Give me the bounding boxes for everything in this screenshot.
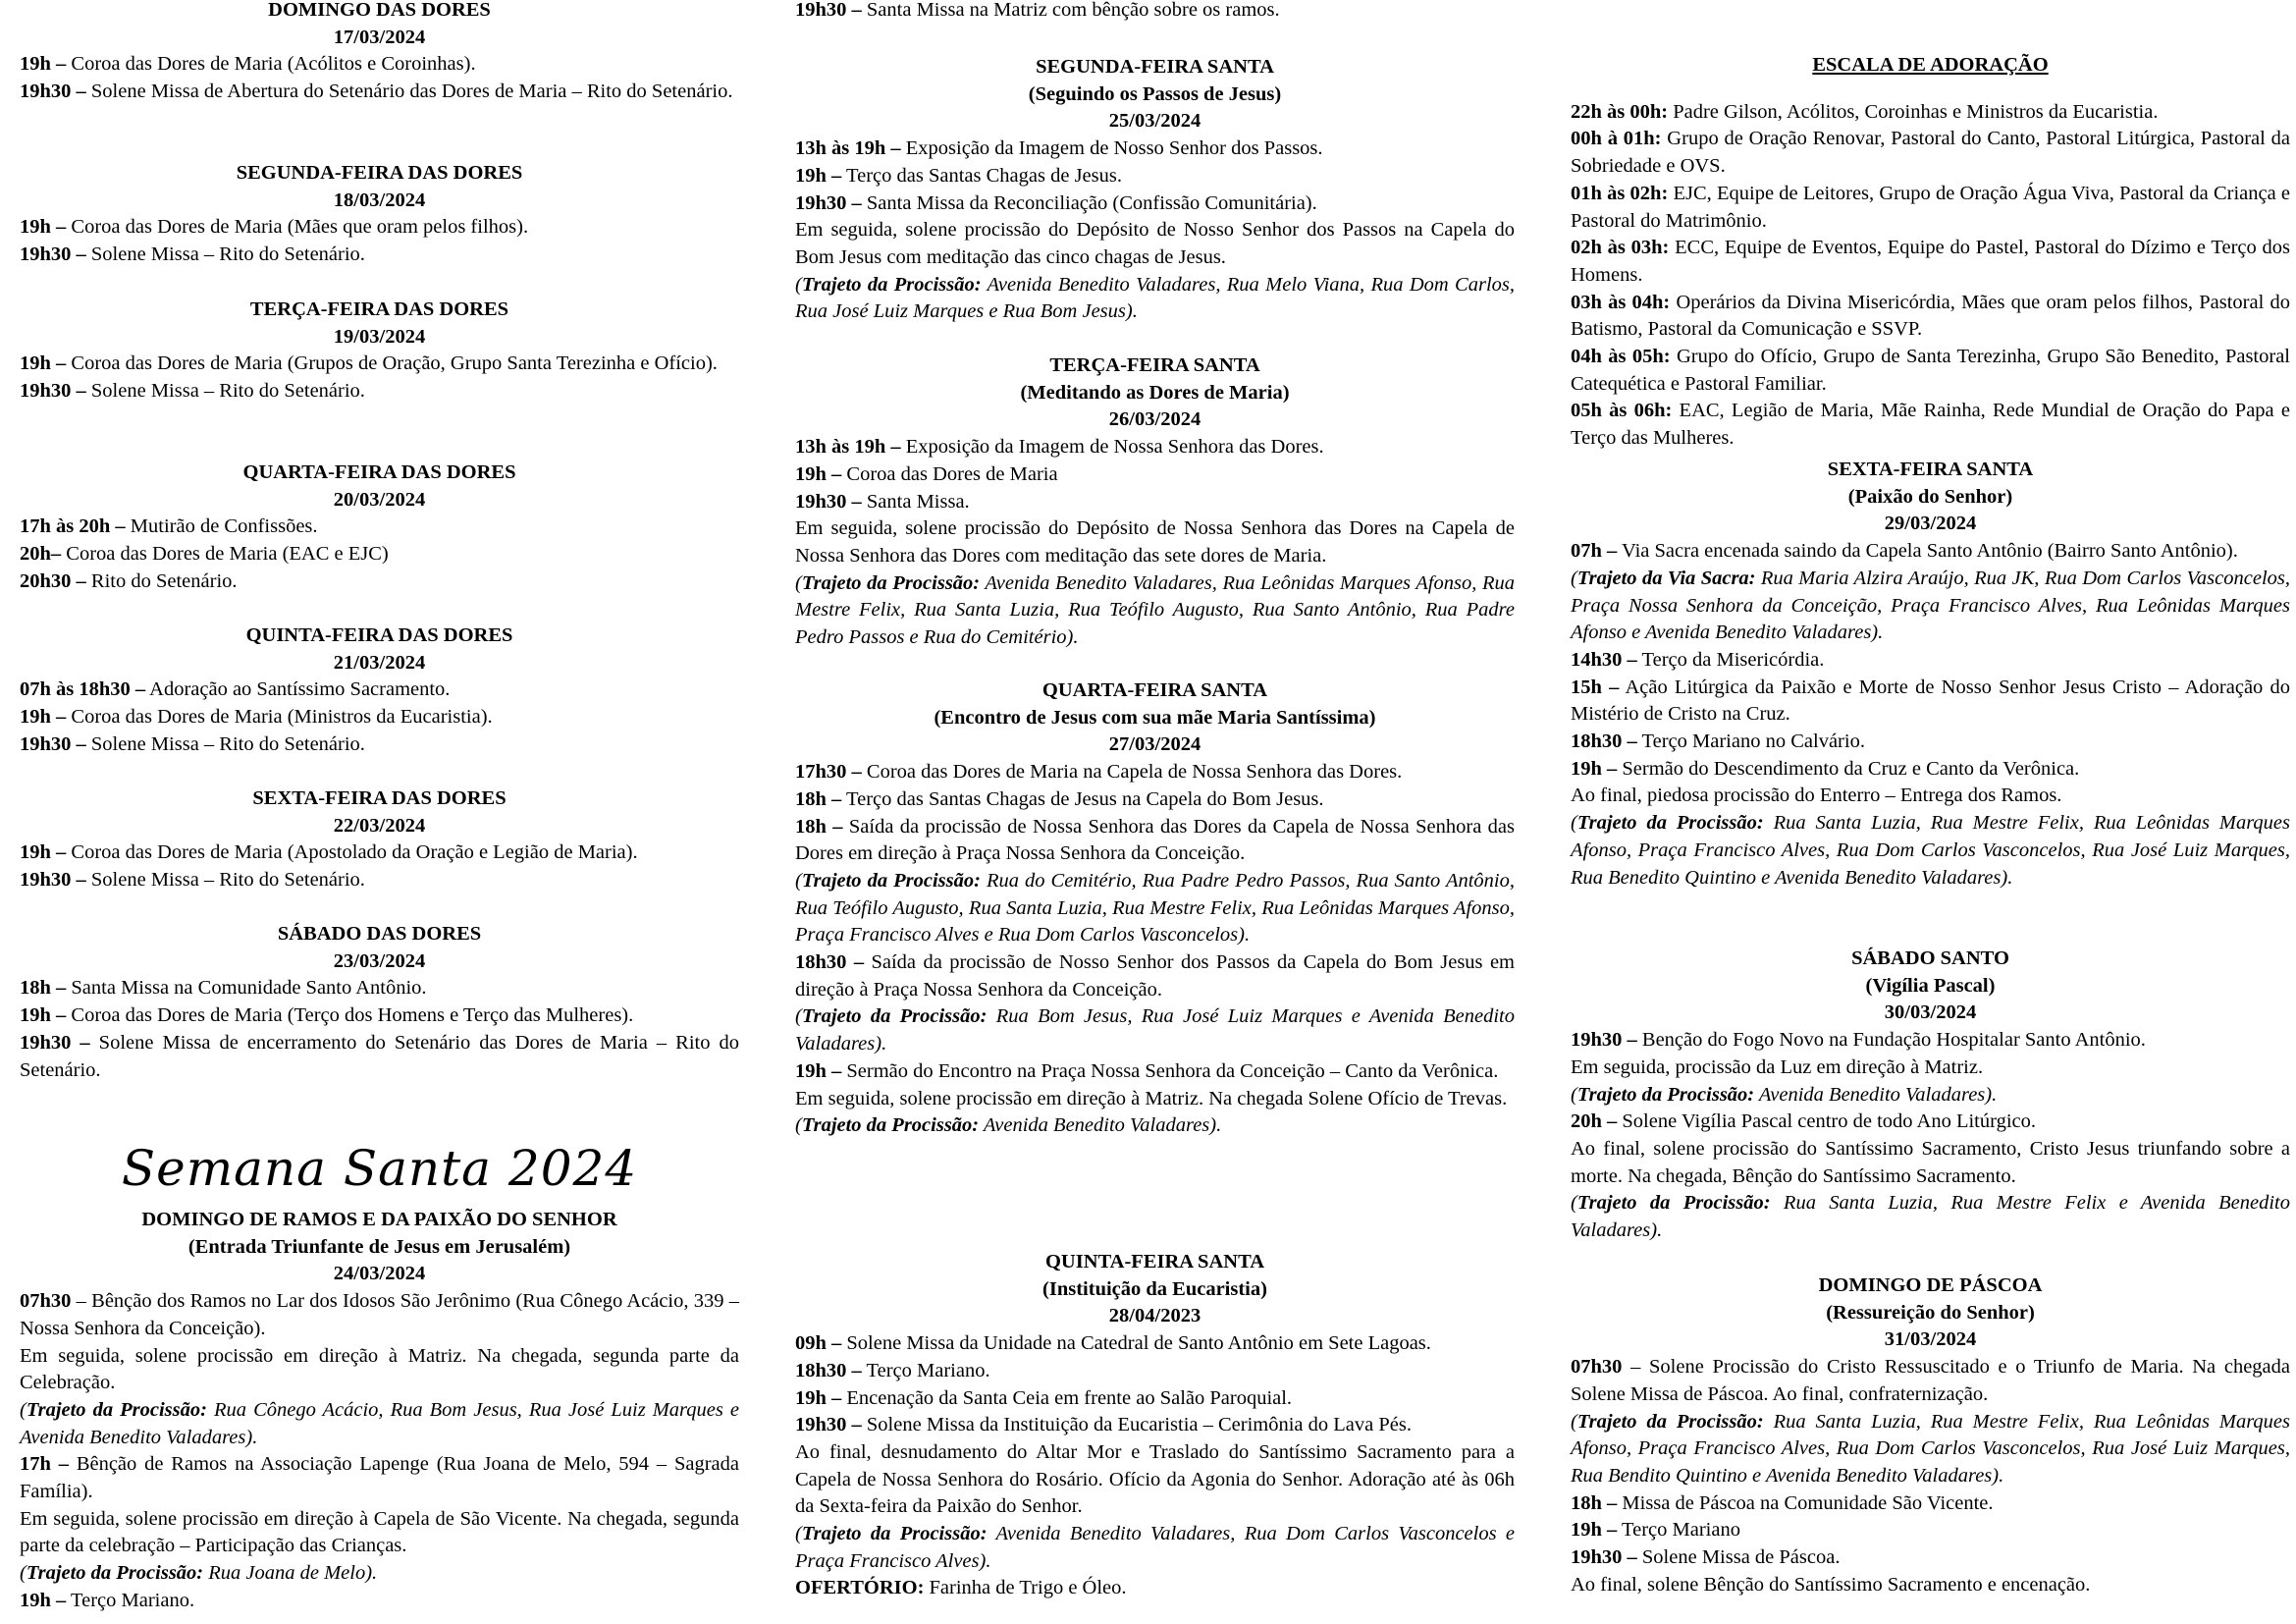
section-subtitle: (Vigília Pascal) (1865, 974, 1996, 997)
section-subtitle: (Entrada Triunfante de Jesus em Jerusalém) (187, 1235, 571, 1258)
item-time: 14h30 – (1571, 648, 1637, 671)
section-sabado-santo (1571, 946, 2290, 1245)
schedule-item (795, 489, 1515, 516)
schedule-item (1571, 729, 2290, 756)
item-text: Terço Mariano (1617, 1519, 1740, 1542)
item-time: 19h30 – (795, 1414, 862, 1436)
item-time: 19h – (795, 164, 842, 187)
item-text: Solene Missa – Rito do Setenário. (85, 380, 365, 403)
schedule-item (20, 867, 739, 894)
schedule-item (20, 677, 739, 704)
item-text: Via Sacra encenada saindo da Capela Santo Antônio (Bairro Santo Antônio). (1617, 540, 2238, 563)
item-time: 17h – (20, 1453, 69, 1476)
schedule-item (795, 1439, 1515, 1521)
route-text: Avenida Benedito Valadares). (1754, 1083, 1998, 1106)
route-label: Trajeto da Procissão: (801, 571, 981, 594)
schedule-item (795, 814, 1515, 868)
schedule-item (20, 975, 739, 1002)
schedule-item (1571, 181, 2290, 235)
semana-santa-title: Semana Santa 2024 (121, 1140, 638, 1197)
item-text: ECC, Equipe de Eventos, Equipe do Pastel, Pastoral do Dízimo e Terço dos Homens. (1571, 237, 2290, 286)
schedule-item (20, 1343, 739, 1397)
schedule-item (20, 541, 739, 568)
route-text: Avenida Benedito Valadares). (979, 1114, 1222, 1137)
item-time: 03h às 04h: (1571, 291, 1671, 313)
item-time: 20h30 – (20, 569, 86, 592)
route-text: Avenida Benedito Valadares, Rua Melo Viana, Rua Dom Carlos, Rua José Luiz Marques e Rua Bom Jesus). (795, 273, 1516, 323)
section-title: SÁBADO SANTO (1851, 947, 2009, 969)
route-item: (Trajeto da Procissão: Avenida Benedito Valadares). (795, 1114, 1222, 1137)
schedule-item (1571, 1354, 2290, 1408)
item-time: 17h às 20h – (20, 515, 126, 538)
item-text: Em seguida, solene procissão do Depósito de Nossa Senhora das Dores na Capela de Nossa Senhora das Dores com meditação das sete dores de Maria. (795, 517, 1515, 567)
route-label: Trajeto da Procissão: (1576, 1083, 1755, 1106)
section-quarta-feira-santa (795, 677, 1515, 1140)
schedule-item (795, 1086, 1515, 1113)
section-segunda-feira-das-dores (20, 160, 739, 269)
item-time: 07h – (1571, 540, 1618, 563)
item-time: 18h30 – (795, 951, 865, 974)
item-text: Santa Missa da Reconciliação (Confissão Comunitária). (861, 191, 1317, 214)
item-text: Santa Missa na Matriz com bênção sobre os ramos. (861, 0, 1280, 21)
route-label: Trajeto da Procissão: (801, 1005, 988, 1028)
section-title: SEGUNDA-FEIRA DAS DORES (236, 162, 523, 184)
route-label: Trajeto da Via Sacra: (1576, 567, 1756, 589)
schedule-item (795, 1330, 1515, 1358)
section-segunda-feira-santa (795, 54, 1515, 326)
item-time: 18h30 – (795, 1359, 862, 1381)
schedule-item (20, 1451, 739, 1505)
section-title: SEXTA-FEIRA DAS DORES (252, 787, 507, 809)
schedule-item (795, 1358, 1515, 1385)
schedule-item (1571, 1490, 2290, 1518)
route-text: Avenida Benedito Valadares, Rua Dom Carlos Vasconcelos e Praça Francisco Alves). (795, 1523, 1515, 1572)
item-text: Exposição da Imagem de Nosso Senhor dos Passos. (900, 137, 1323, 160)
schedule-item (20, 1588, 739, 1615)
item-time: 07h às 18h30 – (20, 678, 146, 701)
item-time: 19h30 – (795, 490, 862, 513)
schedule-item (795, 515, 1515, 569)
section-date: 20/03/2024 (333, 488, 426, 511)
route-text: Rua Santa Luzia, Rua Mestre Felix, Rua Leônidas Marques Afonso, Praça Francisco Alves, Rua Dom Carlos Vasconcelos, Rua José Luiz Marques, Rua Benedito Quintino e Avenida Benedito Valadares). (1571, 812, 2291, 889)
schedule-item (795, 434, 1515, 461)
item-time: 17h30 – (795, 761, 862, 784)
item-time: 19h – (20, 1589, 67, 1611)
section-sabado-das-dores (20, 921, 739, 1084)
section-date: 28/04/2023 (1108, 1305, 1201, 1327)
item-text: Ação Litúrgica da Paixão e Morte de Nosso Senhor Jesus Cristo – Adoração do Mistério de Cristo na Cruz. (1571, 676, 2291, 726)
schedule-item (1571, 344, 2290, 398)
schedule-item (795, 190, 1515, 218)
section-title: TERÇA-FEIRA SANTA (1049, 354, 1260, 376)
item-text: Ao final, desnudamento do Altar Mor e Traslado do Santíssimo Sacramento para a Capela de Nossa Senhora do Rosário. Ofício da Agonia do Senhor. Adoração até às 06h da Sexta-feira da Paixão do Senhor. (795, 1440, 1515, 1518)
schedule-item (1571, 1544, 2290, 1572)
item-text: EJC, Equipe de Leitores, Grupo de Oração Água Viva, Pastoral da Criança e Pastoral do Matrimônio. (1571, 182, 2290, 232)
item-text: EAC, Legião de Maria, Mãe Rainha, Rede Mundial de Oração do Papa e Terço das Mulheres. (1571, 400, 2290, 450)
item-time: 04h às 05h: (1571, 346, 1671, 368)
schedule-item (20, 731, 739, 759)
schedule-item (795, 163, 1515, 190)
item-time: 07h30 (20, 1290, 72, 1313)
section-date: 27/03/2024 (1108, 733, 1201, 756)
schedule-item (20, 1030, 739, 1084)
item-time: 19h30 – (795, 0, 862, 21)
item-text: Coroa das Dores de Maria (Ministros da Eucaristia). (66, 706, 493, 729)
route-item: (Trajeto da Via Sacra: Rua Maria Alzira Araújo, Rua JK, Rua Dom Carlos Vasconcelos, Praça Nossa Senhora da Conceição, Praça Francisco Alves, Rua Leônidas Marques Afonso e Avenida Benedito Valadares). (1571, 567, 2290, 644)
schedule-item (20, 568, 739, 596)
item-time: 18h – (795, 815, 843, 838)
item-text: Terço Mariano. (66, 1589, 195, 1611)
item-time: 19h30 – (1571, 1546, 1637, 1569)
item-text: Terço Mariano. (861, 1359, 990, 1381)
route-label: Trajeto da Procissão: (26, 1398, 207, 1421)
section-subtitle: (Meditando as Dores de Maria) (1020, 381, 1290, 404)
route-item: (Trajeto da Procissão: Rua Bom Jesus, Rua José Luiz Marques e Avenida Benedito Valadares). (795, 1005, 1515, 1056)
route-label: Trajeto da Procissão: (801, 273, 982, 296)
item-time: 00h à 01h: (1571, 128, 1662, 150)
item-text: Adoração ao Santíssimo Sacramento. (145, 678, 451, 701)
route-item: (Trajeto da Procissão: Avenida Benedito Valadares, Rua Melo Viana, Rua Dom Carlos, Rua José Luiz Marques e Rua Bom Jesus). (795, 273, 1516, 323)
section-title: QUINTA-FEIRA DAS DORES (245, 624, 513, 646)
route-item: (Trajeto da Procissão: Rua Joana de Melo). (20, 1562, 378, 1585)
item-text: Coroa das Dores de Maria (Terço dos Homens e Terço das Mulheres). (66, 1004, 634, 1027)
schedule-item (1571, 290, 2290, 344)
section-date: 30/03/2024 (1884, 1001, 1977, 1024)
item-time: 19h30 – (20, 869, 86, 892)
item-text: Encenação da Santa Ceia em frente ao Salão Paroquial. (841, 1386, 1293, 1409)
route-item: (Trajeto da Procissão: Rua Santa Luzia, Rua Mestre Felix e Avenida Benedito Valadares). (1571, 1192, 2290, 1242)
item-text: Solene Missa de encerramento do Setenário das Dores de Maria – Rito do Setenário. (20, 1031, 739, 1081)
section-quinta-feira-das-dores (20, 623, 739, 759)
schedule-item (1571, 1109, 2290, 1136)
item-text: Em seguida, solene procissão em direção à Matriz. Na chegada, segunda parte da Celebração. (20, 1344, 739, 1394)
spacer (1571, 80, 2290, 99)
item-text: Santa Missa. (861, 490, 970, 513)
route-text: Rua Santa Luzia, Rua Mestre Felix, Rua Leônidas Marques Afonso, Praça Francisco Alves, Rua Dom Carlos Vasconcelos, Rua José Luiz Marques, Rua Bendito Quintino e Avenida Benedito Valadares). (1571, 1410, 2291, 1487)
item-time: 18h – (795, 787, 842, 810)
route-label: Trajeto da Procissão: (1576, 1410, 1764, 1433)
item-text: Farinha de Trigo e Óleo. (924, 1577, 1127, 1599)
route-label: Trajeto da Procissão: (1576, 1192, 1771, 1215)
item-text: Em seguida, solene procissão do Depósito de Nosso Senhor dos Passos na Capela do Bom Jesus com meditação das cinco chagas de Jesus. (795, 219, 1515, 268)
item-text: Sermão do Descendimento da Cruz e Canto da Verônica. (1617, 757, 2080, 780)
section-date: 21/03/2024 (333, 651, 426, 674)
item-time: 15h – (1571, 676, 1620, 698)
item-time: 19h – (795, 1386, 842, 1409)
item-text: Coroa das Dores de Maria (Mães que oram pelos filhos). (66, 216, 529, 239)
route-text: Rua Bom Jesus, Rua José Luiz Marques e Avenida Benedito Valadares). (795, 1005, 1515, 1056)
section-title: DOMINGO DE PÁSCOA (1818, 1274, 2043, 1296)
item-text: Em seguida, solene procissão em direção à Capela de São Vicente. Na chegada, segunda parte da celebração – Participação das Crianças. (20, 1507, 739, 1557)
item-time: 13h às 19h – (795, 436, 901, 459)
section-date: 17/03/2024 (333, 26, 426, 48)
item-time: 19h – (20, 352, 67, 375)
route-item: (Trajeto da Procissão: Avenida Benedito Valadares, Rua Leônidas Marques Afonso, Rua Mestre Felix, Rua Santa Luzia, Rua Teófilo Augusto, Rua Santo Antônio, Rua Padre Pedro Passos e Rua do Cemitério). (795, 571, 1515, 649)
section-subtitle: (Ressureição do Senhor) (1826, 1301, 2035, 1324)
item-text: Solene Missa da Unidade na Catedral de Santo Antônio em Sete Lagoas. (841, 1332, 1431, 1355)
item-time: 19h30 – (20, 380, 86, 403)
section-sexta-feira-santa (1571, 457, 2290, 892)
item-text: Terço das Santas Chagas de Jesus. (841, 164, 1122, 187)
schedule-item (20, 704, 739, 731)
schedule-item (1571, 126, 2290, 180)
schedule-item (20, 378, 739, 406)
schedule-item (1571, 756, 2290, 784)
route-item: (Trajeto da Procissão: Rua do Cemitério, Rua Padre Pedro Passos, Rua Santo Antônio, Rua Teófilo Augusto, Rua Santa Luzia, Rua Mestre Felix, Rua Leônidas Marques Afonso, Praça Francisco Alves e Rua Dom Carlos Vasconcelos). (795, 869, 1515, 947)
schedule-item (1571, 1055, 2290, 1082)
schedule-item (795, 949, 1515, 1003)
item-text: Coroa das Dores de Maria (Grupos de Oração, Grupo Santa Terezinha e Ofício). (66, 352, 718, 375)
item-time: 19h – (20, 841, 67, 864)
item-text: Solene Vigília Pascal centro de todo Ano Litúrgico. (1617, 1110, 2037, 1133)
item-text: Benção do Fogo Novo na Fundação Hospitalar Santo Antônio. (1636, 1029, 2146, 1052)
item-text: Ao final, solene Bênção do Santíssimo Sacramento e encenação. (1571, 1573, 2091, 1596)
section-subtitle: (Seguindo os Passos de Jesus) (1028, 82, 1282, 105)
item-time: 01h às 02h: (1571, 182, 1669, 204)
schedule-item (1571, 398, 2290, 452)
section-title: DOMINGO DAS DORES (268, 0, 491, 21)
section-subtitle: (Paixão do Senhor) (1847, 485, 2013, 508)
item-time: 22h às 00h: (1571, 100, 1669, 123)
section-subtitle: (Instituição da Eucaristia) (1042, 1277, 1267, 1300)
section-title: TERÇA-FEIRA DAS DORES (249, 298, 509, 320)
item-text: Operários da Divina Misericórdia, Mães que oram pelos filhos, Pastoral do Batismo, Pastoral da Comunicação e SSVP. (1571, 291, 2290, 341)
item-text: Coroa das Dores de Maria (841, 462, 1058, 485)
section-domingo-das-dores (20, 0, 739, 106)
section-escala-de-adoracao (1571, 52, 2290, 453)
section-sexta-feira-das-dores (20, 785, 739, 894)
schedule-item (1571, 1572, 2290, 1599)
schedule-item (795, 786, 1515, 814)
route-text: Avenida Benedito Valadares, Rua Leônidas Marques Afonso, Rua Mestre Felix, Rua Santa Luzia, Rua Teófilo Augusto, Rua Santo Antônio, Rua Padre Pedro Passos e Rua do Cemitério). (795, 571, 1515, 649)
schedule-item (20, 514, 739, 541)
item-text: – Bênção dos Ramos no Lar dos Idosos São Jerônimo (Rua Cônego Acácio, 339 – Nossa Senhora da Conceição). (20, 1290, 739, 1339)
section-terca-feira-das-dores (20, 297, 739, 406)
item-text: Solene Missa de Abertura do Setenário das Dores de Maria – Rito do Setenário. (85, 81, 733, 103)
schedule-item (1571, 1027, 2290, 1055)
item-text: Coroa das Dores de Maria (Acólitos e Coroinhas). (66, 53, 476, 76)
section-date: 22/03/2024 (333, 814, 426, 837)
route-label: Trajeto da Procissão: (801, 869, 981, 892)
section-date: 31/03/2024 (1884, 1328, 1977, 1351)
item-time: 19h – (1571, 757, 1618, 780)
schedule-item (1571, 783, 2290, 810)
schedule-item (1571, 538, 2290, 566)
section-quinta-feira-santa (795, 1249, 1515, 1602)
item-text: Ao final, piedosa procissão do Enterro – Entrega dos Ramos. (1571, 785, 2062, 807)
item-text: Sermão do Encontro na Praça Nossa Senhora da Conceição – Canto da Verônica. (841, 1059, 1499, 1082)
item-text: Padre Gilson, Acólitos, Coroinhas e Ministros da Eucaristia. (1668, 100, 2159, 123)
route-item: (Trajeto da Procissão: Avenida Benedito Valadares, Rua Dom Carlos Vasconcelos e Praça Francisco Alves). (795, 1523, 1515, 1572)
route-text: Rua Cônego Acácio, Rua Bom Jesus, Rua José Luiz Marques e Avenida Benedito Valadares). (20, 1398, 739, 1448)
schedule-item (20, 79, 739, 106)
item-time: 13h às 19h – (795, 137, 901, 160)
route-text: Rua Maria Alzira Araújo, Rua JK, Rua Dom Carlos Vasconcelos, Praça Nossa Senhora da Conceição, Praça Francisco Alves, Rua Leônidas Marques Afonso e Avenida Benedito Valadares). (1571, 567, 2290, 644)
route-item: (Trajeto da Procissão: Rua Cônego Acácio, Rua Bom Jesus, Rua José Luiz Marques e Avenida Benedito Valadares). (20, 1398, 739, 1448)
section-domingo-de-pascoa (1571, 1272, 2290, 1598)
item-time: 18h – (20, 977, 67, 1000)
item-time: 09h – (795, 1332, 842, 1355)
item-text: Solene Missa de Páscoa. (1636, 1546, 1841, 1569)
section-date: 29/03/2024 (1884, 513, 1977, 535)
route-item: (Trajeto da Procissão: Avenida Benedito Valadares). (1571, 1083, 1998, 1106)
section-date: 25/03/2024 (1108, 110, 1201, 133)
item-text: Missa de Páscoa na Comunidade São Vicente. (1617, 1491, 1994, 1514)
item-time: 19h30 – (20, 1031, 90, 1054)
section-date: 24/03/2024 (333, 1263, 426, 1285)
section-date: 23/03/2024 (333, 949, 426, 972)
item-text: Rito do Setenário. (85, 569, 238, 592)
route-text: Rua Joana de Melo). (203, 1562, 378, 1585)
schedule-item (1571, 235, 2290, 289)
section-terca-feira-santa (795, 352, 1515, 652)
item-time: 18h30 – (1571, 731, 1637, 753)
item-text: Saída da procissão de Nosso Senhor dos Passos da Capela do Bom Jesus em direção à Praça Nossa Senhora da Conceição. (795, 951, 1515, 1001)
schedule-item (20, 242, 739, 269)
section-title: SÁBADO DAS DORES (277, 923, 482, 945)
item-time: 19h30 – (795, 191, 862, 214)
section-title: QUARTA-FEIRA SANTA (1041, 679, 1268, 701)
item-time: 02h às 03h: (1571, 237, 1670, 259)
adoracao-title: ESCALA DE ADORAÇÃO (1812, 54, 2049, 76)
item-time: 19h – (20, 53, 67, 76)
item-text: Solene Missa – Rito do Setenário. (85, 244, 365, 266)
item-text: Em seguida, solene procissão em direção à Matriz. Na chegada Solene Ofício de Trevas. (795, 1087, 1508, 1110)
item-text: Saída da procissão de Nossa Senhora das Dores da Capela de Nossa Senhora das Dores em direção à Praça Nossa Senhora da Conceição. (795, 815, 1515, 865)
route-label: Trajeto da Procissão: (1576, 812, 1764, 835)
item-text: Coroa das Dores de Maria (EAC e EJC) (61, 543, 389, 566)
item-text: Grupo do Ofício, Grupo de Santa Terezinha, Grupo São Benedito, Pastoral Catequética e Pastoral Familiar. (1571, 346, 2291, 395)
item-time: 19h30 – (20, 81, 86, 103)
schedule-item (795, 759, 1515, 786)
item-time: 19h30 – (20, 732, 86, 755)
item-time: 20h – (1571, 1110, 1618, 1133)
schedule-item (20, 1288, 739, 1342)
schedule-item (795, 1385, 1515, 1413)
section-title: QUARTA-FEIRA DAS DORES (242, 461, 516, 483)
schedule-item (1571, 1517, 2290, 1544)
item-text: Solene Missa – Rito do Setenário. (85, 732, 365, 755)
item-text: Santa Missa na Comunidade Santo Antônio. (66, 977, 427, 1000)
route-label: Trajeto da Procissão: (26, 1562, 204, 1585)
schedule-item (795, 461, 1515, 489)
item-text: Mutirão de Confissões. (125, 515, 318, 538)
item-text: Grupo de Oração Renovar, Pastoral do Canto, Pastoral Litúrgica, Pastoral da Sobriedade e OVS. (1571, 128, 2290, 178)
route-item: (Trajeto da Procissão: Rua Santa Luzia, Rua Mestre Felix, Rua Leônidas Marques Afonso, Praça Francisco Alves, Rua Dom Carlos Vasconcelos, Rua José Luiz Marques, Rua Benedito Quintino e Avenida Benedito Valadares). (1571, 812, 2291, 889)
item-text: Terço Mariano no Calvário. (1636, 731, 1865, 753)
section-date: 26/03/2024 (1108, 408, 1201, 431)
item-time: 19h30 – (1571, 1029, 1637, 1052)
schedule-item (795, 217, 1515, 271)
section-date: 19/03/2024 (333, 325, 426, 348)
item-text: Coroa das Dores de Maria na Capela de Nossa Senhora das Dores. (861, 761, 1403, 784)
schedule-item (20, 1506, 739, 1560)
schedule-item (795, 1412, 1515, 1439)
item-text: Bênção de Ramos na Associação Lapenge (Rua Joana de Melo, 594 – Sagrada Família). (20, 1453, 739, 1503)
section-title: SEGUNDA-FEIRA SANTA (1036, 56, 1274, 78)
item-text: Terço das Santas Chagas de Jesus na Capela do Bom Jesus. (841, 787, 1324, 810)
item-time: 18h – (1571, 1491, 1618, 1514)
item-time: 20h– (20, 543, 62, 566)
schedule-item (1571, 99, 2290, 127)
schedule-item (1571, 675, 2290, 729)
item-time: 19h – (20, 706, 67, 729)
schedule-item (20, 1002, 739, 1030)
item-text: – Solene Procissão do Cristo Ressuscitado e o Triunfo de Maria. Na chegada Solene Missa de Páscoa. Ao final, confraternização. (1571, 1356, 2290, 1405)
item-text: Em seguida, procissão da Luz em direção à Matriz. (1571, 1056, 1984, 1078)
item-time: 19h30 – (20, 244, 86, 266)
item-time: 19h – (795, 1059, 842, 1082)
item-text: Coroa das Dores de Maria (Apostolado da Oração e Legião de Maria). (66, 841, 638, 864)
section-subtitle: (Encontro de Jesus com sua mãe Maria Santíssima) (934, 706, 1376, 729)
schedule-item (20, 351, 739, 378)
route-item: (Trajeto da Procissão: Rua Santa Luzia, Rua Mestre Felix, Rua Leônidas Marques Afonso, Praça Francisco Alves, Rua Dom Carlos Vasconcelos, Rua José Luiz Marques, Rua Bendito Quintino e Avenida Benedito Valadares). (1571, 1410, 2291, 1487)
item-time: 19h – (795, 462, 842, 485)
route-text: Rua do Cemitério, Rua Padre Pedro Passos, Rua Santo Antônio, Rua Teófilo Augusto, Rua Santa Luzia, Rua Mestre Felix, Rua Leônidas Marques Afonso, Praça Francisco Alves e Rua Dom Carlos Vasconcelos). (795, 869, 1515, 947)
schedule-item (795, 1058, 1515, 1086)
route-text: Rua Santa Luzia, Rua Mestre Felix e Avenida Benedito Valadares). (1571, 1192, 2290, 1242)
item-time: 05h às 06h: (1571, 400, 1673, 422)
item-time: 07h30 (1571, 1356, 1623, 1379)
item-text: Solene Missa – Rito do Setenário. (85, 869, 365, 892)
item-time: 19h – (1571, 1519, 1618, 1542)
item-time: OFERTÓRIO: (795, 1577, 925, 1599)
section-quarta-feira-das-dores (20, 460, 739, 596)
schedule-item (795, 1575, 1515, 1602)
route-label: Trajeto da Procissão: (801, 1114, 980, 1137)
section-domingo-de-ramos (20, 1207, 739, 1615)
item-time: 19h – (20, 1004, 67, 1027)
schedule-item (20, 214, 739, 242)
section-title: QUINTA-FEIRA SANTA (1044, 1251, 1265, 1272)
adoracao-list (1571, 99, 2290, 453)
schedule-item (20, 839, 739, 867)
carryover-item (795, 0, 1515, 25)
schedule-item (795, 135, 1515, 163)
route-label: Trajeto da Procissão: (801, 1523, 988, 1545)
item-text: Exposição da Imagem de Nossa Senhora das Dores. (900, 436, 1324, 459)
schedule-item (1571, 1136, 2290, 1190)
schedule-item (20, 51, 739, 79)
section-title: SEXTA-FEIRA SANTA (1827, 459, 2034, 480)
section-title: DOMINGO DE RAMOS E DA PAIXÃO DO SENHOR (141, 1209, 617, 1230)
item-text: Solene Missa da Instituição da Eucaristia – Cerimônia do Lava Pés. (861, 1414, 1412, 1436)
item-text: Ao final, solene procissão do Santíssimo Sacramento, Cristo Jesus triunfando sobre a morte. Na chegada, Bênção do Santíssimo Sacramento. (1571, 1137, 2290, 1187)
item-text: Terço da Misericórdia. (1636, 648, 1825, 671)
schedule-item (1571, 647, 2290, 675)
item-time: 19h – (20, 216, 67, 239)
section-date: 18/03/2024 (333, 189, 426, 211)
